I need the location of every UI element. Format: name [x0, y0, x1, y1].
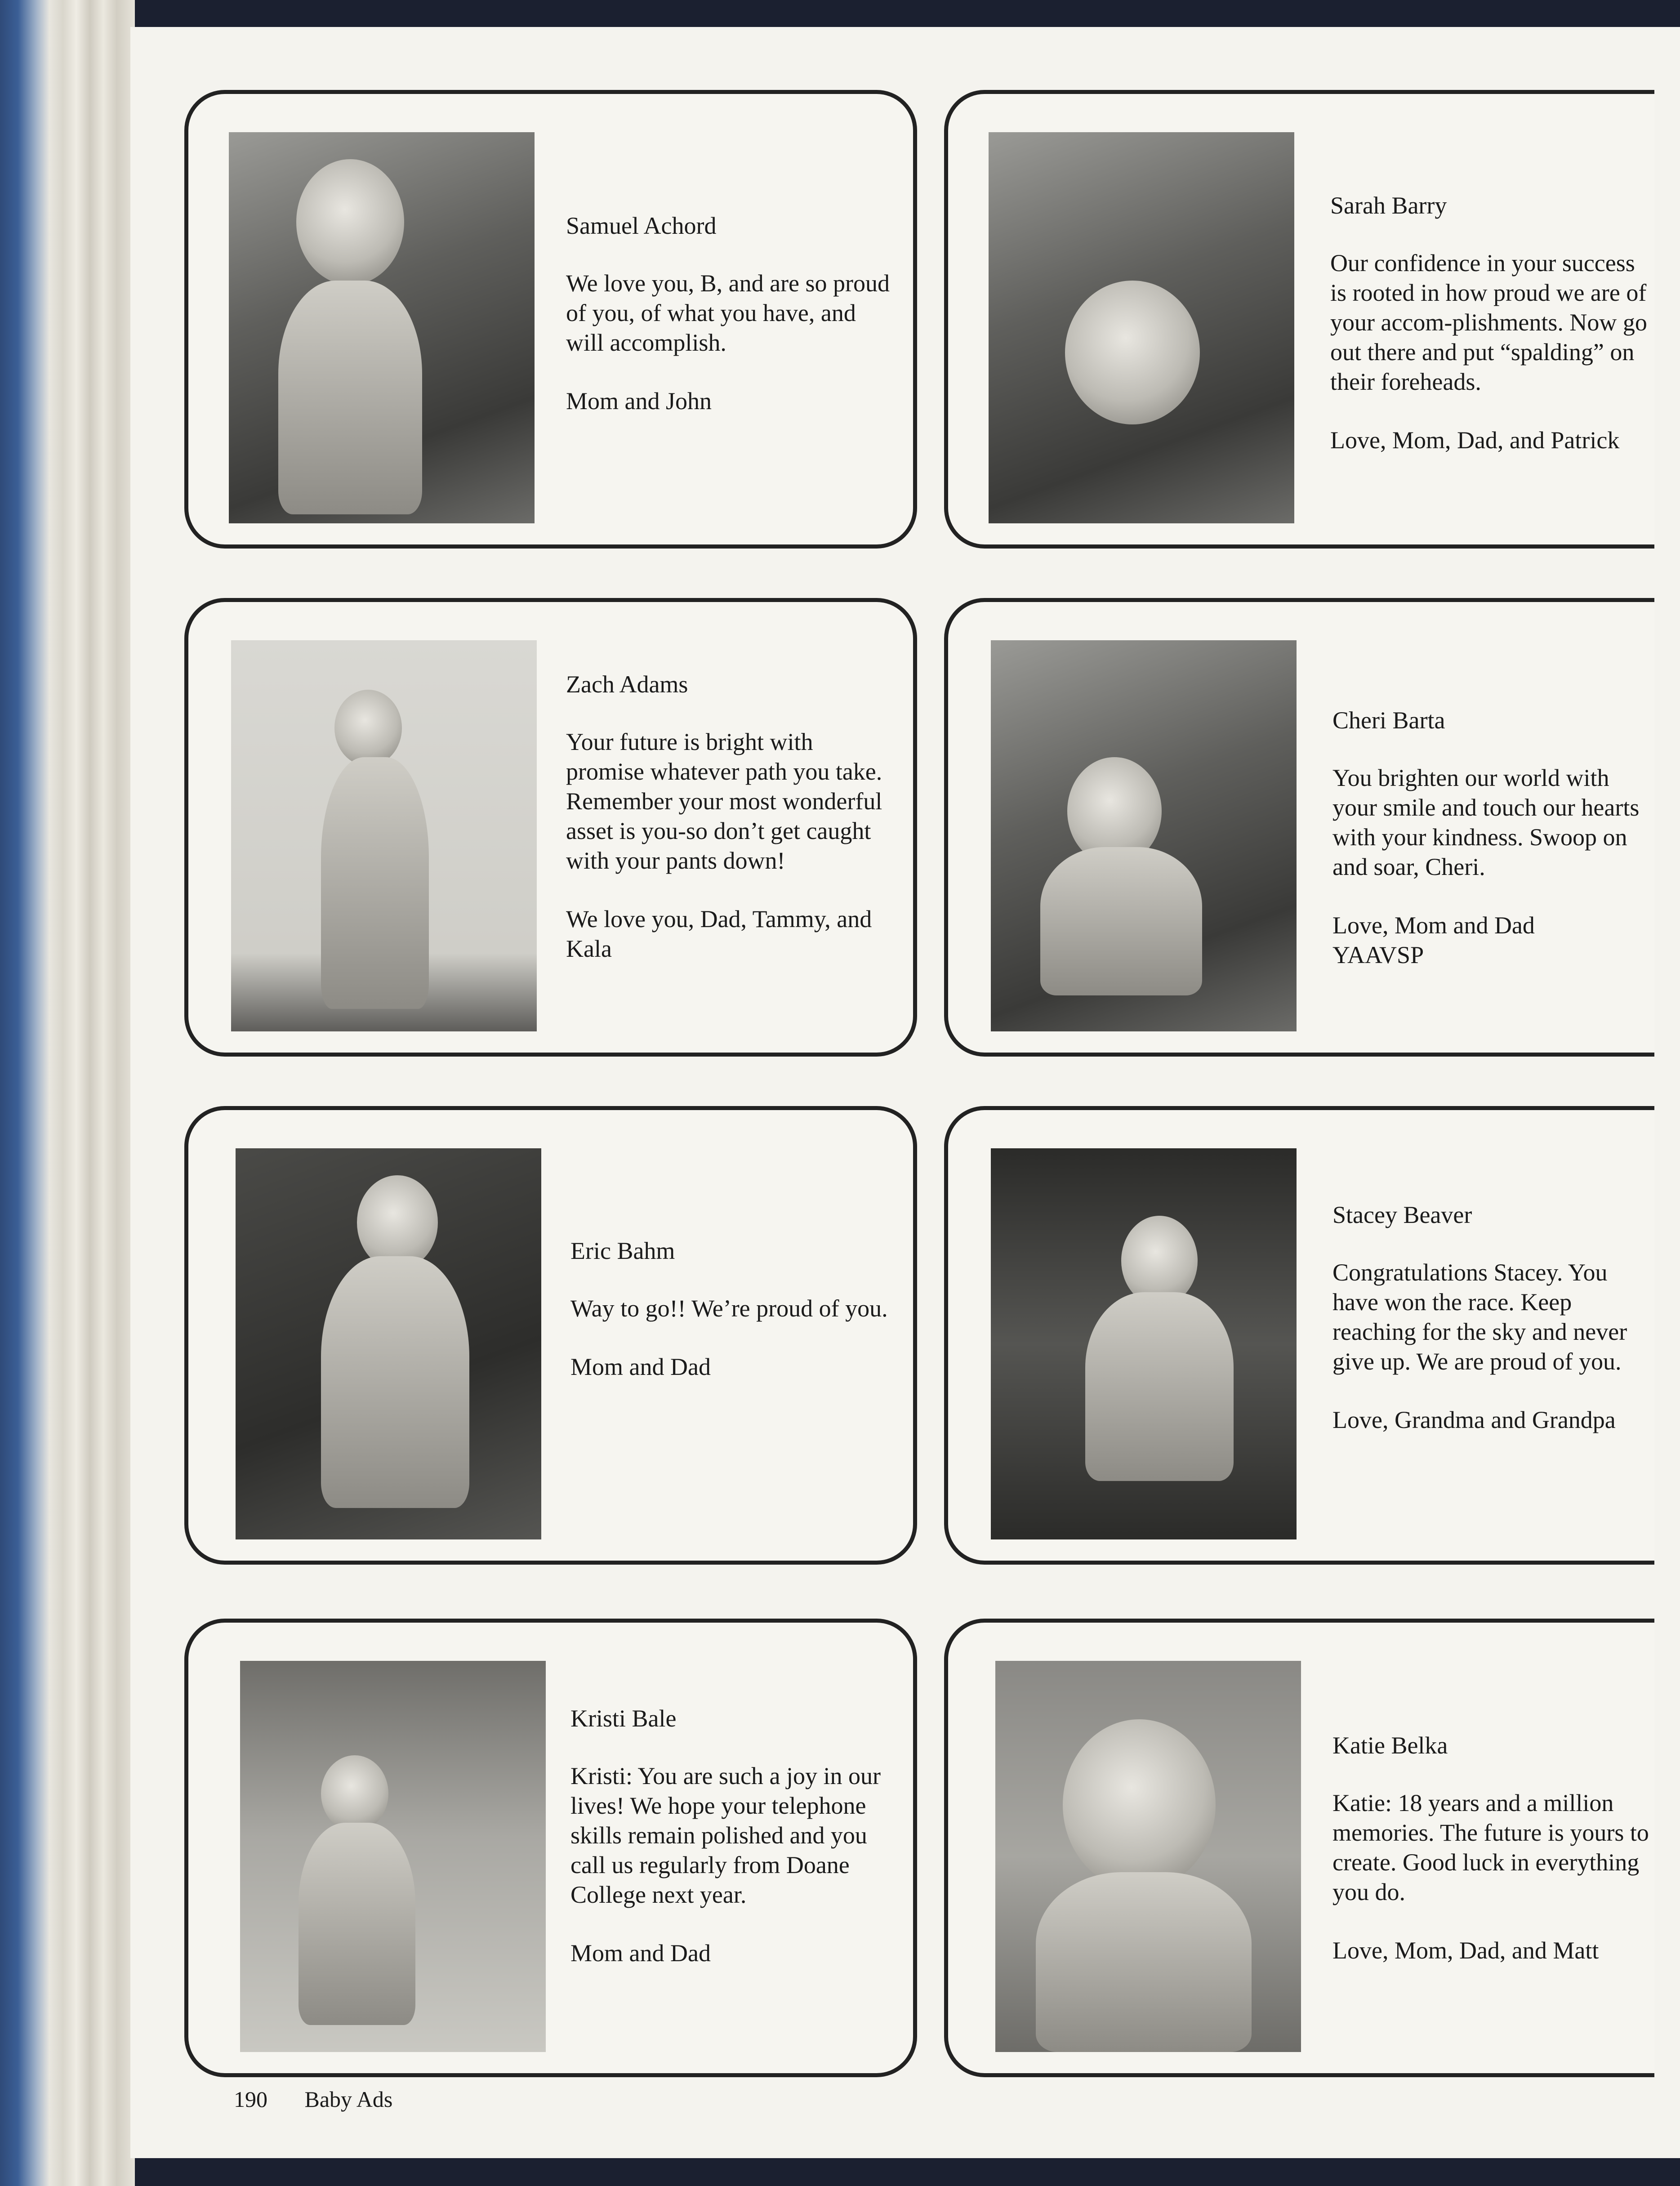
ad-text — [1332, 1200, 1656, 1463]
ad-signature: Love, Mom, Dad, and Matt — [1332, 1937, 1599, 1964]
ad-text — [566, 669, 890, 992]
ad-signature: Love, Grandma and Grandpa — [1332, 1406, 1616, 1433]
ad-message: You brighten our world with your smile and touch our hearts with your kindness. Swoop on and soar, Cheri. — [1332, 764, 1640, 880]
ad-card-sarah-barry — [944, 90, 1654, 549]
ad-signature: Mom and Dad — [570, 1940, 711, 1967]
ad-name: Katie Belka — [1332, 1732, 1448, 1759]
ad-text — [570, 1704, 894, 1997]
ad-message: Kristi: You are such a joy in our lives! We hope your telephone skills remain polished and you call us regularly from Doane College next year. — [570, 1762, 881, 1908]
ad-text — [570, 1236, 894, 1410]
ad-message: We love you, B, and are so proud of you, of what you have, and will accomplish. — [566, 270, 890, 356]
ad-signature: Mom and Dad — [570, 1353, 711, 1380]
ad-message: Our confidence in your success is rooted in how proud we are of your accom-plishments. Now go out there and put “spalding” on their foreheads. — [1330, 250, 1647, 395]
book-spine — [0, 0, 135, 2186]
baby-photo — [236, 1148, 541, 1539]
baby-photo — [229, 132, 535, 523]
ad-signature: Love, Mom, Dad, and Patrick — [1330, 427, 1620, 454]
baby-photo — [991, 640, 1297, 1031]
ad-name: Zach Adams — [566, 671, 688, 698]
ad-name: Samuel Achord — [566, 212, 717, 239]
background-band-bottom — [967, 2158, 1680, 2186]
baby-photo — [995, 1661, 1301, 2052]
ad-message: Congratulations Stacey. You have won the race. Keep reaching for the sky and never give up. We are proud of you. — [1332, 1259, 1627, 1375]
background-band-top — [989, 0, 1680, 27]
ad-text — [1330, 191, 1654, 484]
ad-name: Stacey Beaver — [1332, 1201, 1472, 1228]
ad-card-stacey-beaver — [944, 1106, 1654, 1565]
ad-card-kristi-bale — [184, 1619, 917, 2077]
section-title: Baby Ads — [304, 2087, 393, 2112]
ad-card-katie-belka — [944, 1619, 1654, 2077]
ad-signature: We love you, Dad, Tammy, and Kala — [566, 906, 872, 962]
ad-text — [1332, 1731, 1656, 1994]
baby-photo — [231, 640, 537, 1031]
ad-name: Sarah Barry — [1330, 192, 1447, 219]
ad-message: Your future is bright with promise whatever path you take. Remember your most wonderful asset is you-so don’t get caught with your pants down! — [566, 728, 882, 874]
baby-photo — [991, 1148, 1297, 1539]
page-number: 190 — [234, 2087, 267, 2112]
baby-photo — [989, 132, 1294, 523]
ad-name: Eric Bahm — [570, 1237, 675, 1264]
ad-text — [1332, 705, 1656, 999]
ad-text — [566, 211, 890, 445]
ad-message: Way to go!! We’re proud of you. — [570, 1295, 888, 1322]
ad-signature: Love, Mom and Dad — [1332, 912, 1535, 939]
ad-message: Katie: 18 years and a million memories. The future is yours to create. Good luck in everything you do. — [1332, 1789, 1649, 1905]
ad-signature: Mom and John — [566, 388, 712, 415]
ad-card-cheri-barta — [944, 598, 1654, 1057]
ad-name: Kristi Bale — [570, 1705, 677, 1732]
ad-name: Cheri Barta — [1332, 707, 1445, 734]
ad-card-samuel-achord — [184, 90, 917, 549]
page-footer — [234, 2086, 392, 2112]
ad-card-eric-bahm — [184, 1106, 917, 1565]
ad-extra: YAAVSP — [1332, 941, 1424, 968]
baby-photo — [240, 1661, 546, 2052]
ad-card-zach-adams — [184, 598, 917, 1057]
